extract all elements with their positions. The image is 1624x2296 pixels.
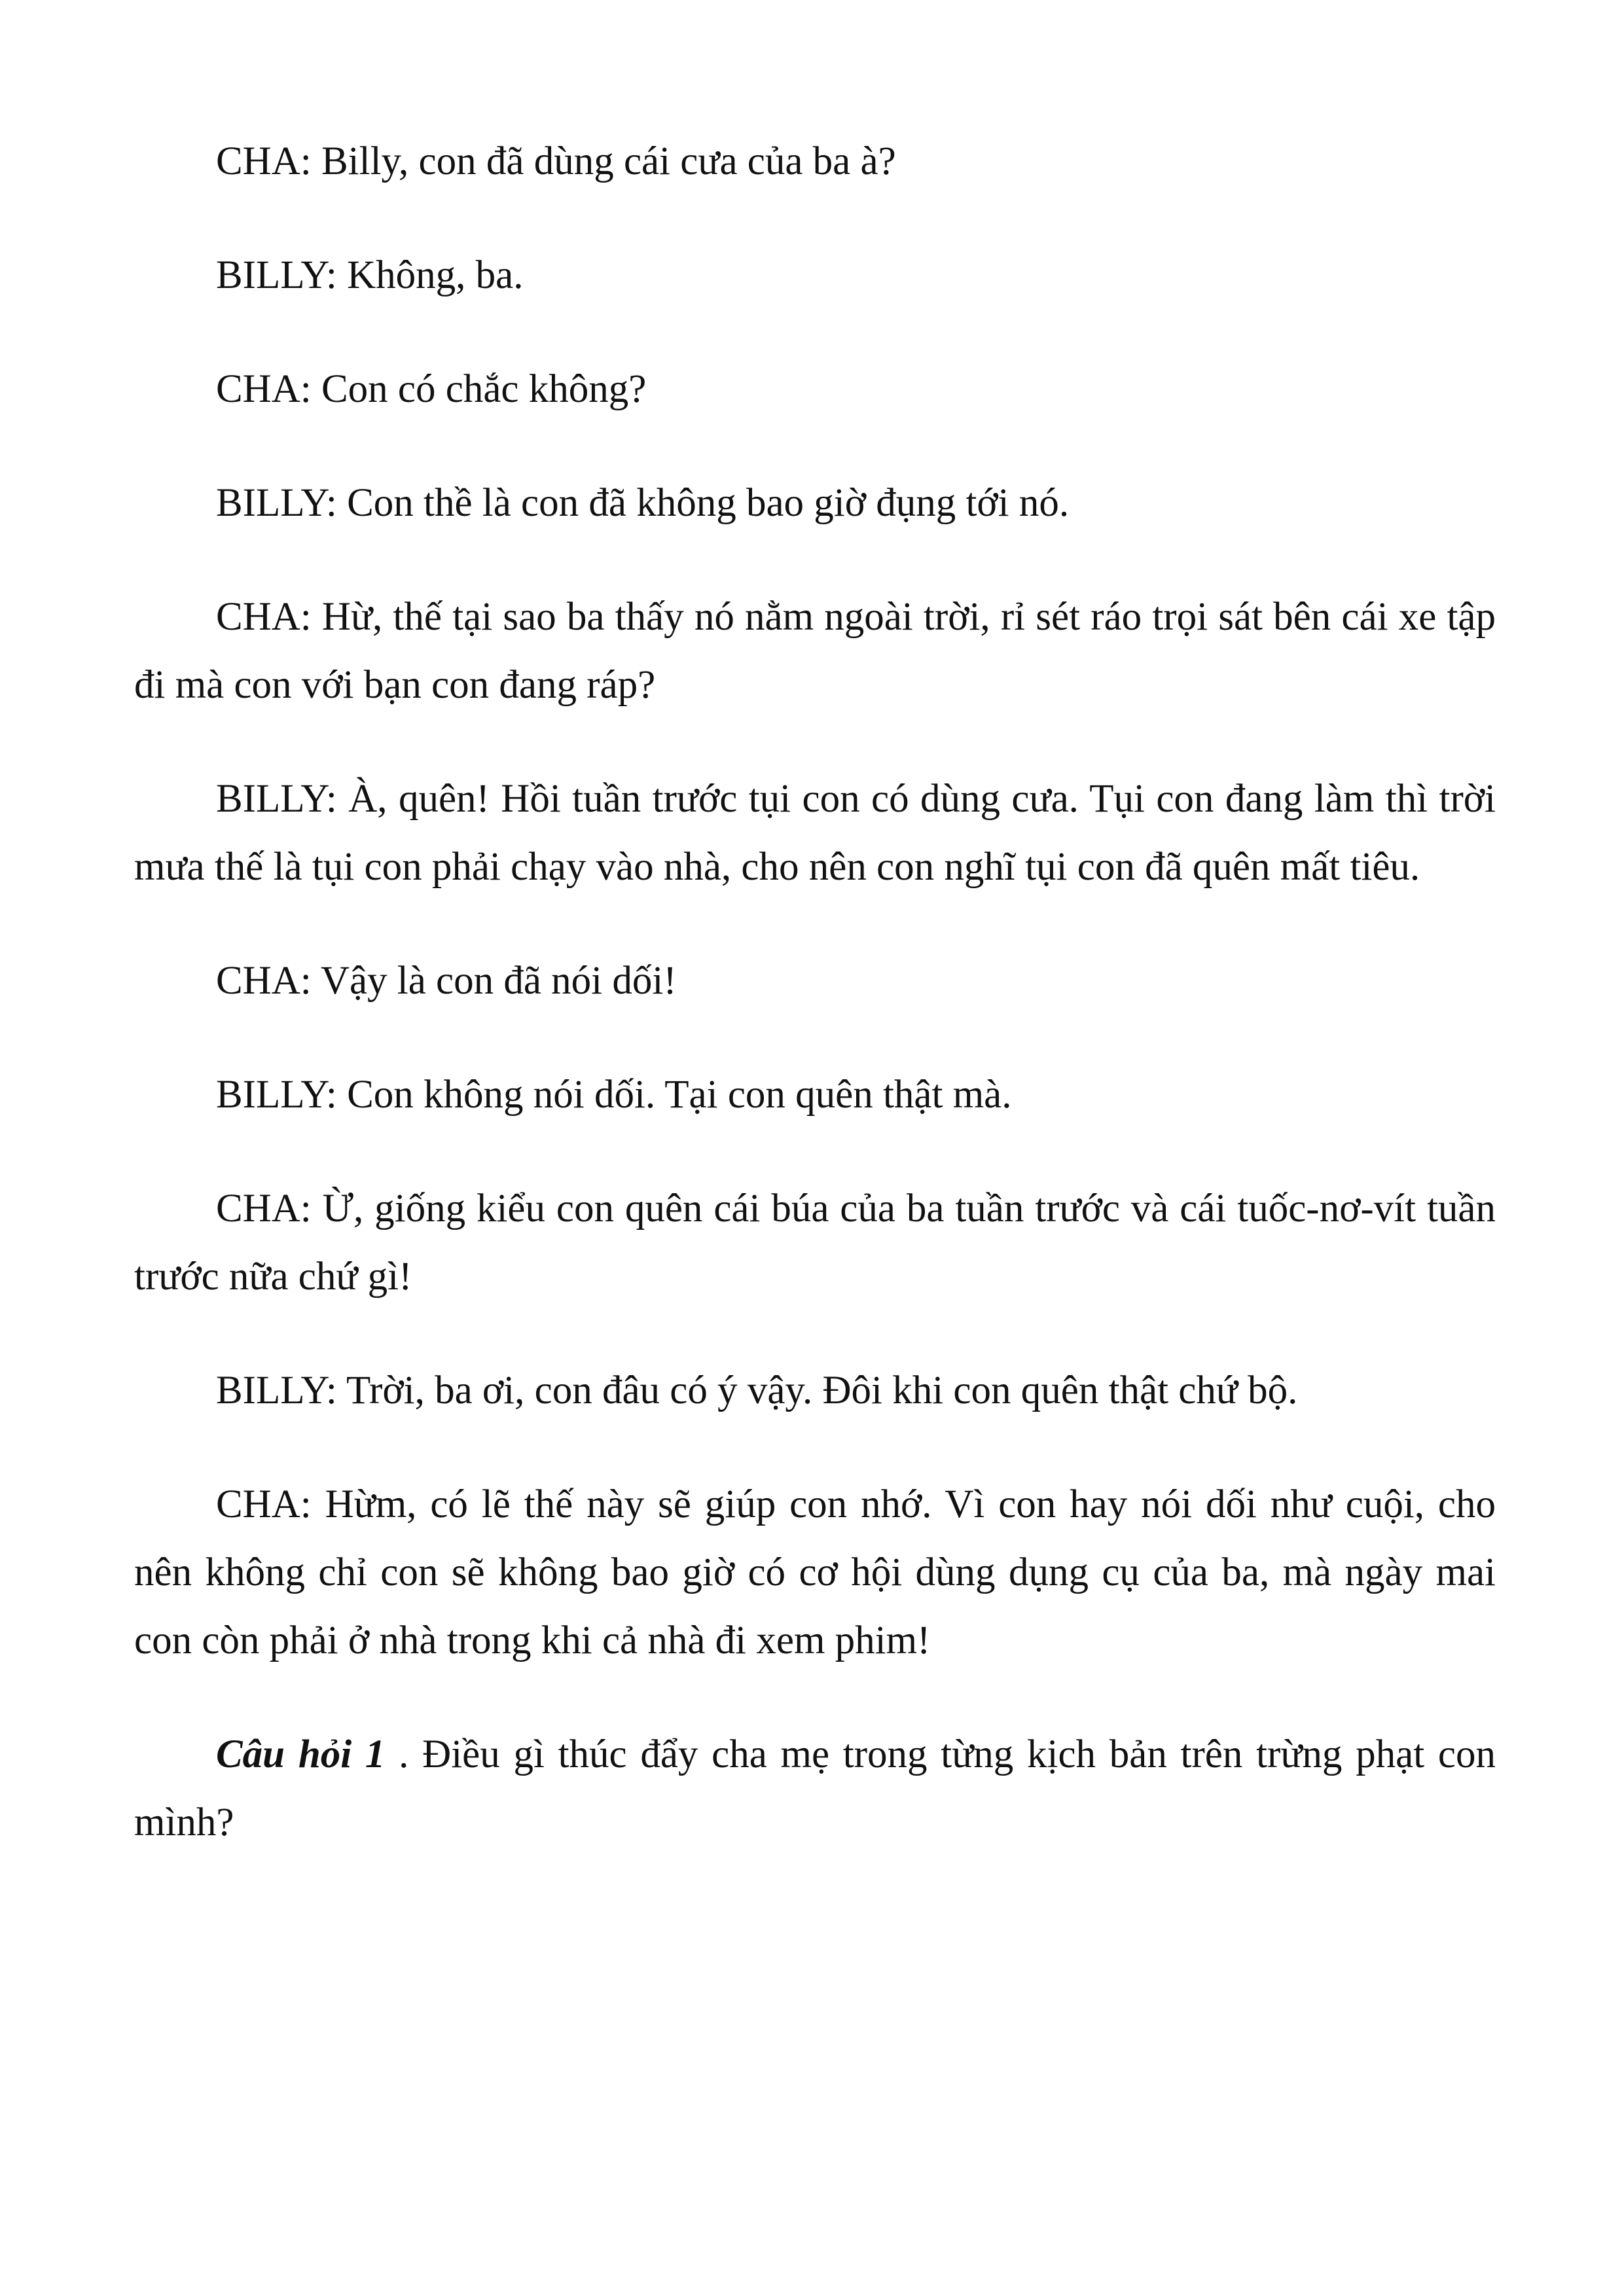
dialogue-line: CHA: Vậy là con đã nói dối!	[216, 959, 677, 1003]
question-text: . Điều gì thúc đẩy cha mẹ trong từng kịch bản trên trừng phạt con mình?	[134, 1732, 1496, 1844]
dialogue-line: CHA: Billy, con đã dùng cái cưa của ba à?	[216, 139, 896, 183]
dialogue-line: CHA: Con có chắc không?	[216, 367, 647, 411]
dialogue-line: CHA: Hừm, có lẽ thế này sẽ giúp con nhớ. Vì con hay nói dối như cuội, cho nên không chỉ con sẽ không bao giờ có cơ hội dùng dụng cụ của ba, mà ngày mai con còn phải ở nhà trong khi cả nhà đi xem phim!	[134, 1482, 1496, 1662]
dialogue-line: CHA: Hừ, thế tại sao ba thấy nó nằm ngoài trời, rỉ sét ráo trọi sát bên cái xe tập đi mà con với bạn con đang ráp?	[134, 595, 1496, 707]
dialogue-line: BILLY: À, quên! Hồi tuần trước tụi con có dùng cưa. Tụi con đang làm thì trời mưa thế là tụi con phải chạy vào nhà, cho nên con nghĩ tụi con đã quên mất tiêu.	[134, 777, 1496, 889]
dialogue-line: BILLY: Không, ba.	[216, 253, 524, 297]
document-page	[134, 128, 1496, 1903]
dialogue-line: BILLY: Con không nói dối. Tại con quên thật mà.	[216, 1073, 1012, 1117]
question-label: Câu hỏi 1	[216, 1732, 386, 1776]
dialogue-line: BILLY: Trời, ba ơi, con đâu có ý vậy. Đôi khi con quên thật chứ bộ.	[216, 1369, 1298, 1412]
question-paragraph	[134, 1721, 1496, 1857]
dialogue-line: CHA: Ừ, giống kiểu con quên cái búa của ba tuần trước và cái tuốc-nơ-vít tuần trước nữa chứ gì!	[134, 1187, 1496, 1299]
dialogue-line: BILLY: Con thề là con đã không bao giờ đụng tới nó.	[216, 481, 1070, 525]
